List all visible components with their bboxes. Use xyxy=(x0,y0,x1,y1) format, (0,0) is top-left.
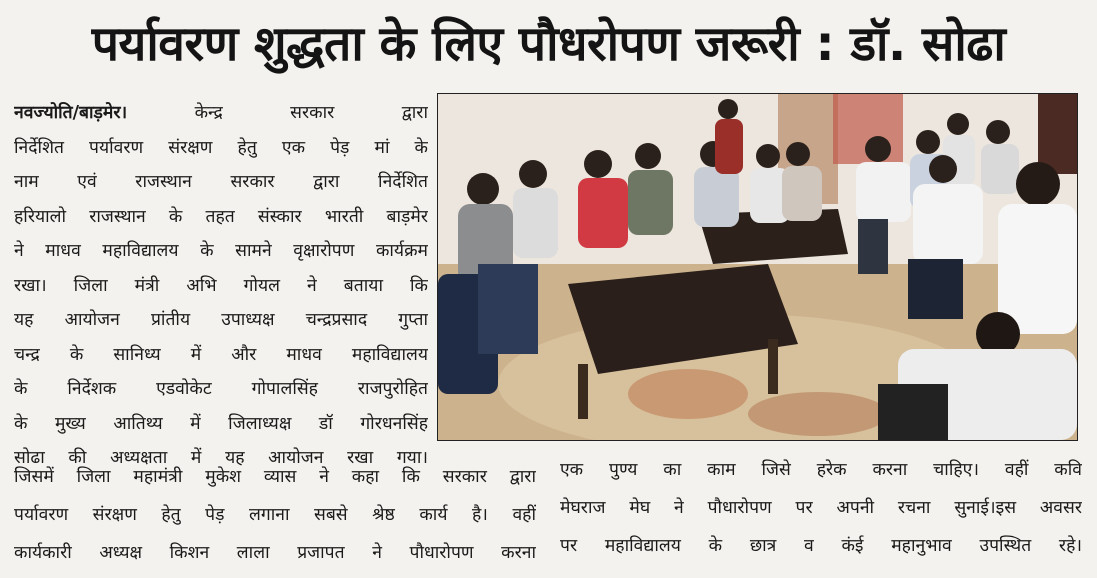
article-left-column xyxy=(14,96,428,476)
article-line: हरियालो राजस्थान के तहत संस्कार भारती बाड़मेर xyxy=(14,206,428,227)
article-bottom-right xyxy=(560,451,1082,565)
group-meeting-photo xyxy=(438,94,1077,440)
article-line: निर्देशित पर्यावरण संरक्षण हेतु एक पेड़ मां के xyxy=(14,137,428,158)
dateline: नवज्योति/बाड़मेर। xyxy=(14,103,128,123)
article-line: के निर्देशक एडवोकेट गोपालसिंह राजपुरोहित xyxy=(14,379,428,399)
article-line xyxy=(14,96,428,131)
article-line: यह आयोजन प्रांतीय उपाध्यक्ष चन्द्रप्रसाद गुप्ता xyxy=(14,310,428,330)
article-line: रखा। जिला मंत्री अभि गोयल ने बताया कि xyxy=(14,275,428,296)
headline: पर्यावरण शुद्धता के लिए पौधरोपण जरूरी : डॉ. सोढा xyxy=(91,16,1006,72)
article-line: के मुख्य आतिथ्य में जिलाध्यक्ष डॉ गोरधनसिंह xyxy=(14,413,428,434)
article-text: केन्द्र सरकार द्वारा xyxy=(127,103,428,123)
article-line: कार्यकारी अध्यक्ष किशन लाला प्रजापत ने पौधारोपण करना xyxy=(14,543,536,563)
article-line: एक पुण्य का काम जिसे हरेक करना चाहिए। वहीं कवि xyxy=(560,460,1082,480)
article-line: नाम एवं राजस्थान सरकार द्वारा निर्देशित xyxy=(14,172,428,192)
article-line: जिसमें जिला महामंत्री मुकेश व्यास ने कहा कि सरकार द्वारा xyxy=(14,467,536,487)
article-line: चन्द्र के सानिध्य में और माधव महाविद्यालय xyxy=(14,344,428,365)
news-photo xyxy=(437,93,1078,441)
article-line: ने माधव महाविद्यालय के सामने वृक्षारोपण कार्यक्रम xyxy=(14,241,428,261)
article-line: पर महाविद्यालय के छात्र व कंई महानुभाव उपस्थित रहे। xyxy=(560,536,1082,556)
article-line: पर्यावरण संरक्षण हेतु पेड़ लगाना सबसे श्रेष्ठ कार्य है। वहीं xyxy=(14,505,536,525)
article-bottom-left xyxy=(14,458,536,572)
article-line: सोढा की अध्यक्षता में यह आयोजन रखा गया। xyxy=(14,448,428,468)
article-line: मेघराज मेघ ने पौधारोपण पर अपनी रचना सुनाई।इस अवसर xyxy=(560,498,1082,518)
